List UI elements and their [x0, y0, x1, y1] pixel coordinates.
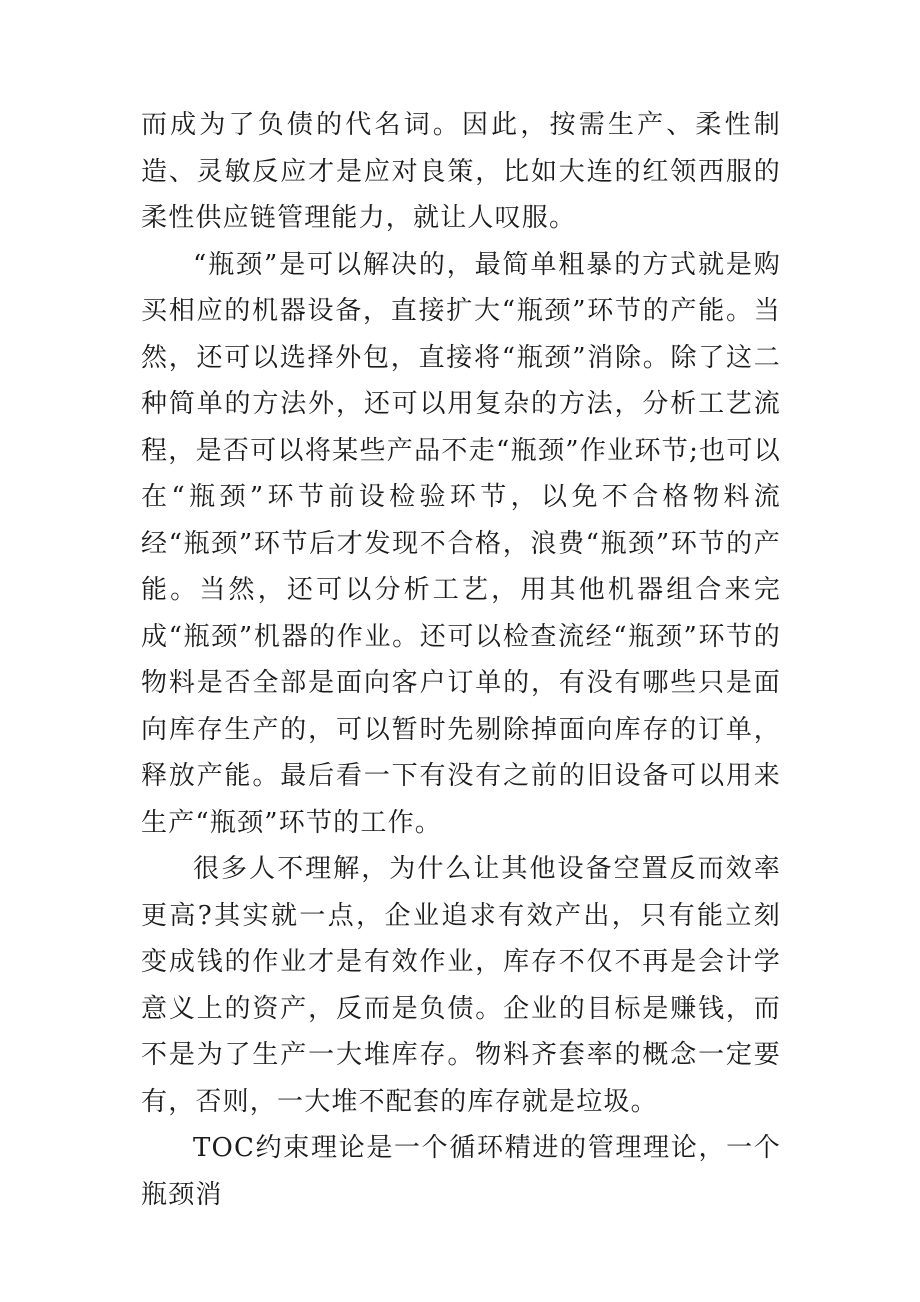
paragraph-3: 很多人不理解，为什么让其他设备空置反而效率更高?其实就一点，企业追求有效产出，只有能立刻变成钱的作业才是有效作业，库存不仅不再是会计学意义上的资产，反而是负债。企业的目标是赚钱，而不是为了生产一大堆库存。物料齐套率的概念一定要有，否则，一大堆不配套的库存就是垃圾。 — [141, 854, 781, 1117]
paragraph-1: 而成为了负债的代名词。因此，按需生产、柔性制造、灵敏反应才是应对良策，比如大连的红领西服的柔性供应链管理能力，就让人叹服。 — [141, 110, 781, 233]
paragraph-4: TOC约束理论是一个循环精进的管理理论，一个瓶颈消 — [141, 1133, 781, 1210]
paragraph-2: “瓶颈”是可以解决的，最简单粗暴的方式就是购买相应的机器设备，直接扩大“瓶颈”环节的产能。当然，还可以选择外包，直接将“瓶颈”消除。除了这二种简单的方法外，还可以用复杂的方法，分析工艺流程，是否可以将某些产品不走“瓶颈”作业环节;也可以在“瓶颈”环节前设检验环节，以免不合格物料流经“瓶颈”环节后才发现不合格，浪费“瓶颈”环节的产能。当然，还可以分析工艺，用其他机器组合来完成“瓶颈”机器的作业。还可以检查流经“瓶颈”环节的物料是否全部是面向客户订单的，有没有哪些只是面向库存生产的，可以暂时先剔除掉面向库存的订单，释放产能。最后看一下有没有之前的旧设备可以用来生产“瓶颈”环节的工作。 — [141, 249, 781, 838]
document-body — [141, 102, 781, 1218]
